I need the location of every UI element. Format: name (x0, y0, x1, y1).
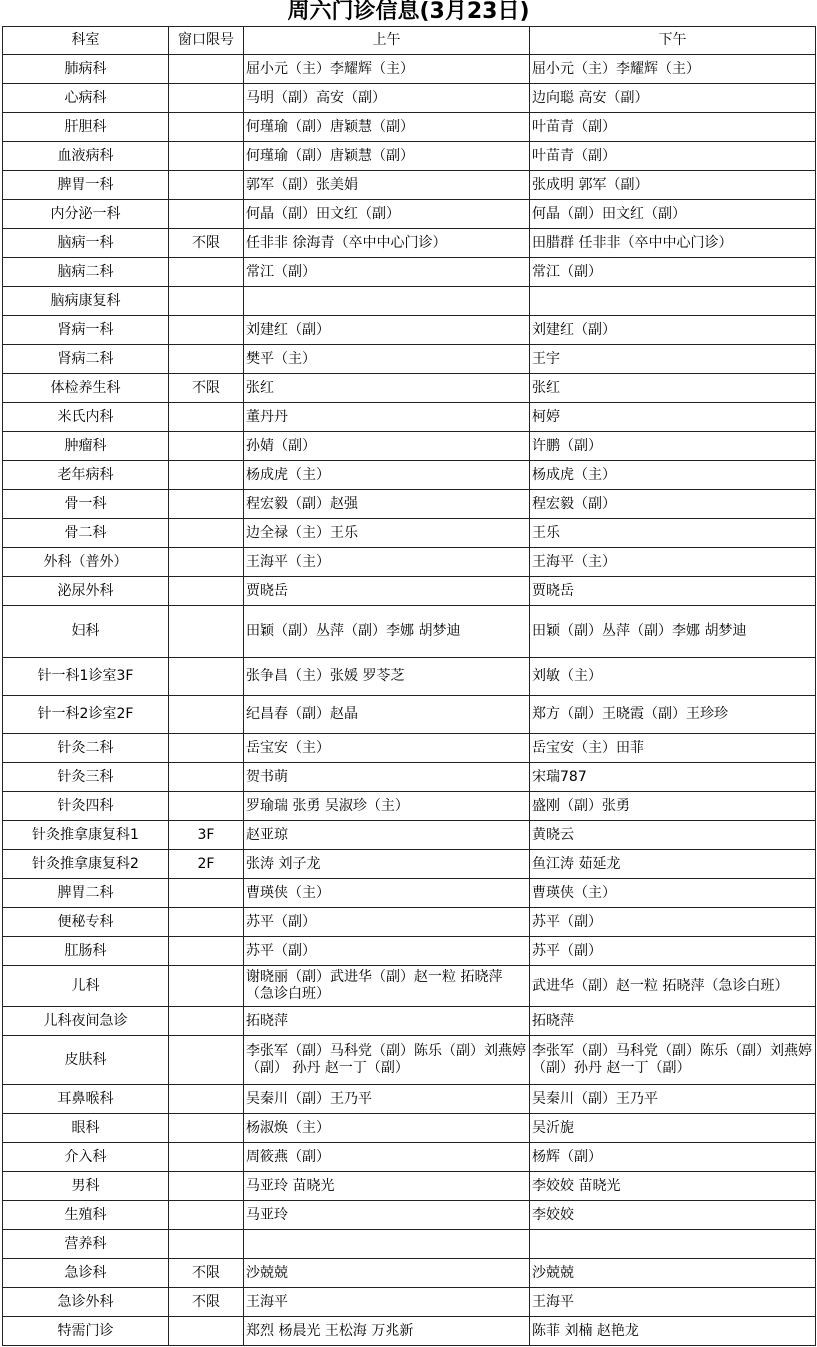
afternoon-cell: 郑方（副）王晓霞（副）王珍珍 (530, 696, 816, 734)
department-cell: 肝胆科 (3, 113, 169, 142)
table-row (3, 142, 816, 171)
window-limit-cell: 不限 (169, 1259, 244, 1288)
morning-cell: 马亚玲 (244, 1201, 530, 1230)
afternoon-cell: 苏平（副） (530, 937, 816, 966)
morning-cell: 贾晓岳 (244, 577, 530, 606)
afternoon-cell: 拓晓萍 (530, 1007, 816, 1036)
afternoon-cell: 鱼江涛 茹延龙 (530, 850, 816, 879)
table-row (3, 171, 816, 200)
table-row (3, 1230, 816, 1259)
morning-cell: 张涛 刘子龙 (244, 850, 530, 879)
department-cell: 便秘专科 (3, 908, 169, 937)
morning-cell: 马明（副）高安（副） (244, 84, 530, 113)
morning-cell: 纪昌春（副）赵晶 (244, 696, 530, 734)
table-row (3, 908, 816, 937)
department-cell: 心病科 (3, 84, 169, 113)
morning-cell: 罗瑜瑞 张勇 吴淑珍（主） (244, 792, 530, 821)
department-cell: 老年病科 (3, 461, 169, 490)
clinic-schedule-table (2, 26, 816, 1346)
table-row (3, 113, 816, 142)
table-row (3, 577, 816, 606)
morning-cell: 赵亚琼 (244, 821, 530, 850)
table-row (3, 55, 816, 84)
department-cell: 米氏内科 (3, 403, 169, 432)
window-limit-cell: 不限 (169, 229, 244, 258)
morning-cell: 董丹丹 (244, 403, 530, 432)
department-cell: 肾病二科 (3, 345, 169, 374)
header-row (3, 27, 816, 55)
department-cell: 急诊外科 (3, 1288, 169, 1317)
afternoon-cell: 沙兢兢 (530, 1259, 816, 1288)
department-cell: 营养科 (3, 1230, 169, 1259)
morning-cell: 杨淑焕（主） (244, 1114, 530, 1143)
morning-cell: 边全禄（主）王乐 (244, 519, 530, 548)
afternoon-cell: 刘敏（主） (530, 658, 816, 696)
department-cell: 脾胃一科 (3, 171, 169, 200)
department-cell: 肾病一科 (3, 316, 169, 345)
table-row (3, 696, 816, 734)
window-limit-cell (169, 658, 244, 696)
afternoon-cell: 边向聪 高安（副） (530, 84, 816, 113)
morning-cell: 孙婧（副） (244, 432, 530, 461)
morning-cell: 张红 (244, 374, 530, 403)
morning-cell: 谢晓丽（副）武进华（副）赵一粒 拓晓萍（急诊白班） (244, 966, 530, 1007)
table-row (3, 200, 816, 229)
afternoon-cell: 李张军（副）马科党（副）陈乐（副）刘燕婷（副）孙丹 赵一丁（副） (530, 1036, 816, 1085)
department-cell: 内分泌一科 (3, 200, 169, 229)
department-cell: 眼科 (3, 1114, 169, 1143)
department-cell: 针灸二科 (3, 734, 169, 763)
table-row (3, 345, 816, 374)
window-limit-cell (169, 1172, 244, 1201)
morning-cell: 刘建红（副） (244, 316, 530, 345)
afternoon-cell: 何晶（副）田文红（副） (530, 200, 816, 229)
afternoon-cell: 吴秦川（副）王乃平 (530, 1085, 816, 1114)
table-row (3, 1317, 816, 1346)
table-row (3, 966, 816, 1007)
table-row (3, 1143, 816, 1172)
afternoon-cell: 贾晓岳 (530, 577, 816, 606)
window-limit-cell (169, 792, 244, 821)
department-cell: 体检养生科 (3, 374, 169, 403)
afternoon-cell: 王海平 (530, 1288, 816, 1317)
table-row (3, 1259, 816, 1288)
afternoon-cell: 王乐 (530, 519, 816, 548)
department-cell: 介入科 (3, 1143, 169, 1172)
table-row (3, 1036, 816, 1085)
morning-cell: 曹瑛侠（主） (244, 879, 530, 908)
morning-cell: 苏平（副） (244, 908, 530, 937)
table-row (3, 316, 816, 345)
department-cell: 生殖科 (3, 1201, 169, 1230)
window-limit-cell (169, 287, 244, 316)
department-cell: 外科（普外） (3, 548, 169, 577)
window-limit-cell: 不限 (169, 1288, 244, 1317)
department-cell: 肛肠科 (3, 937, 169, 966)
morning-cell: 何晶（副）田文红（副） (244, 200, 530, 229)
table-row (3, 490, 816, 519)
table-row (3, 1172, 816, 1201)
department-cell: 儿科夜间急诊 (3, 1007, 169, 1036)
window-limit-cell (169, 258, 244, 287)
morning-cell: 郭军（副）张美娟 (244, 171, 530, 200)
morning-cell: 岳宝安（主） (244, 734, 530, 763)
department-cell: 特需门诊 (3, 1317, 169, 1346)
window-limit-cell (169, 763, 244, 792)
morning-cell: 屈小元（主）李耀辉（主） (244, 55, 530, 84)
window-limit-cell (169, 113, 244, 142)
window-limit-cell (169, 1201, 244, 1230)
afternoon-cell: 张红 (530, 374, 816, 403)
afternoon-cell: 刘建红（副） (530, 316, 816, 345)
afternoon-cell: 王海平（主） (530, 548, 816, 577)
department-cell: 男科 (3, 1172, 169, 1201)
afternoon-cell: 黄晓云 (530, 821, 816, 850)
afternoon-cell: 叶苗青（副） (530, 142, 816, 171)
afternoon-cell: 常江（副） (530, 258, 816, 287)
table-row (3, 461, 816, 490)
window-limit-cell (169, 734, 244, 763)
department-cell: 脑病一科 (3, 229, 169, 258)
afternoon-cell (530, 1230, 816, 1259)
afternoon-cell: 杨辉（副） (530, 1143, 816, 1172)
window-limit-cell (169, 548, 244, 577)
window-limit-cell (169, 1114, 244, 1143)
window-limit-cell: 2F (169, 850, 244, 879)
department-cell: 妇科 (3, 606, 169, 658)
window-limit-cell (169, 879, 244, 908)
window-limit-cell (169, 606, 244, 658)
table-row (3, 879, 816, 908)
table-row (3, 403, 816, 432)
afternoon-cell: 王宇 (530, 345, 816, 374)
morning-cell: 马亚玲 苗晓光 (244, 1172, 530, 1201)
department-cell: 针一科1诊室3F (3, 658, 169, 696)
afternoon-cell: 叶苗青（副） (530, 113, 816, 142)
afternoon-cell: 苏平（副） (530, 908, 816, 937)
table-row (3, 606, 816, 658)
afternoon-cell: 陈菲 刘楠 赵艳龙 (530, 1317, 816, 1346)
table-row (3, 287, 816, 316)
morning-cell: 李张军（副）马科党（副）陈乐（副）刘燕婷（副） 孙丹 赵一丁（副） (244, 1036, 530, 1085)
table-row (3, 258, 816, 287)
morning-cell: 苏平（副） (244, 937, 530, 966)
afternoon-cell: 田腊群 任非非（卒中中心门诊） (530, 229, 816, 258)
table-row (3, 432, 816, 461)
table-row (3, 734, 816, 763)
table-row (3, 792, 816, 821)
window-limit-cell (169, 577, 244, 606)
header-window-limit: 窗口限号 (169, 27, 244, 55)
window-limit-cell (169, 966, 244, 1007)
table-row (3, 821, 816, 850)
department-cell: 针灸推拿康复科1 (3, 821, 169, 850)
afternoon-cell: 张成明 郭军（副） (530, 171, 816, 200)
afternoon-cell: 李姣姣 (530, 1201, 816, 1230)
morning-cell: 王海平（主） (244, 548, 530, 577)
window-limit-cell (169, 345, 244, 374)
window-limit-cell (169, 519, 244, 548)
afternoon-cell: 宋瑞787 (530, 763, 816, 792)
table-row (3, 1114, 816, 1143)
window-limit-cell (169, 1085, 244, 1114)
window-limit-cell: 不限 (169, 374, 244, 403)
afternoon-cell: 屈小元（主）李耀辉（主） (530, 55, 816, 84)
morning-cell: 贺书萌 (244, 763, 530, 792)
window-limit-cell: 3F (169, 821, 244, 850)
table-row (3, 763, 816, 792)
department-cell: 脾胃二科 (3, 879, 169, 908)
window-limit-cell (169, 1230, 244, 1259)
department-cell: 肿瘤科 (3, 432, 169, 461)
afternoon-cell: 李姣姣 苗晓光 (530, 1172, 816, 1201)
table-row (3, 850, 816, 879)
afternoon-cell: 盛刚（副）张勇 (530, 792, 816, 821)
morning-cell: 周筱燕（副） (244, 1143, 530, 1172)
window-limit-cell (169, 142, 244, 171)
department-cell: 脑病康复科 (3, 287, 169, 316)
window-limit-cell (169, 432, 244, 461)
afternoon-cell: 曹瑛侠（主） (530, 879, 816, 908)
table-row (3, 1201, 816, 1230)
department-cell: 骨二科 (3, 519, 169, 548)
department-cell: 肺病科 (3, 55, 169, 84)
afternoon-cell (530, 287, 816, 316)
window-limit-cell (169, 1007, 244, 1036)
department-cell: 血液病科 (3, 142, 169, 171)
table-row (3, 1085, 816, 1114)
page-title: 周六门诊信息(3月23日) (287, 0, 530, 24)
morning-cell: 常江（副） (244, 258, 530, 287)
table-row (3, 229, 816, 258)
table-row (3, 1007, 816, 1036)
table-row (3, 374, 816, 403)
table-row (3, 937, 816, 966)
department-cell: 针灸四科 (3, 792, 169, 821)
morning-cell: 何瑾瑜（副）唐颖慧（副） (244, 142, 530, 171)
morning-cell: 王海平 (244, 1288, 530, 1317)
department-cell: 儿科 (3, 966, 169, 1007)
afternoon-cell: 杨成虎（主） (530, 461, 816, 490)
afternoon-cell: 许鹏（副） (530, 432, 816, 461)
window-limit-cell (169, 84, 244, 113)
department-cell: 针灸推拿康复科2 (3, 850, 169, 879)
window-limit-cell (169, 1036, 244, 1085)
window-limit-cell (169, 937, 244, 966)
morning-cell: 任非非 徐海青（卒中中心门诊） (244, 229, 530, 258)
window-limit-cell (169, 490, 244, 519)
morning-cell: 杨成虎（主） (244, 461, 530, 490)
afternoon-cell: 田颖（副）丛萍（副）李娜 胡梦迪 (530, 606, 816, 658)
window-limit-cell (169, 55, 244, 84)
afternoon-cell: 武进华（副）赵一粒 拓晓萍（急诊白班） (530, 966, 816, 1007)
afternoon-cell: 吴沂旎 (530, 1114, 816, 1143)
morning-cell: 樊平（主） (244, 345, 530, 374)
table-row (3, 84, 816, 113)
window-limit-cell (169, 171, 244, 200)
window-limit-cell (169, 696, 244, 734)
window-limit-cell (169, 316, 244, 345)
morning-cell: 程宏毅（副）赵强 (244, 490, 530, 519)
afternoon-cell: 柯婷 (530, 403, 816, 432)
table-row (3, 1288, 816, 1317)
header-department: 科室 (3, 27, 169, 55)
morning-cell (244, 1230, 530, 1259)
department-cell: 骨一科 (3, 490, 169, 519)
table-row (3, 519, 816, 548)
morning-cell: 张争昌（主）张媛 罗苓芝 (244, 658, 530, 696)
header-morning: 上午 (244, 27, 530, 55)
afternoon-cell: 程宏毅（副） (530, 490, 816, 519)
window-limit-cell (169, 908, 244, 937)
department-cell: 针灸三科 (3, 763, 169, 792)
department-cell: 皮肤科 (3, 1036, 169, 1085)
header-afternoon: 下午 (530, 27, 816, 55)
department-cell: 耳鼻喉科 (3, 1085, 169, 1114)
morning-cell: 何瑾瑜（副）唐颖慧（副） (244, 113, 530, 142)
morning-cell: 田颖（副）丛萍（副）李娜 胡梦迪 (244, 606, 530, 658)
window-limit-cell (169, 200, 244, 229)
morning-cell: 郑烈 杨晨光 王松海 万兆新 (244, 1317, 530, 1346)
morning-cell (244, 287, 530, 316)
table-row (3, 658, 816, 696)
window-limit-cell (169, 461, 244, 490)
morning-cell: 吴秦川（副）王乃平 (244, 1085, 530, 1114)
department-cell: 脑病二科 (3, 258, 169, 287)
window-limit-cell (169, 403, 244, 432)
window-limit-cell (169, 1143, 244, 1172)
morning-cell: 沙兢兢 (244, 1259, 530, 1288)
department-cell: 针一科2诊室2F (3, 696, 169, 734)
table-row (3, 548, 816, 577)
morning-cell: 拓晓萍 (244, 1007, 530, 1036)
window-limit-cell (169, 1317, 244, 1346)
department-cell: 泌尿外科 (3, 577, 169, 606)
afternoon-cell: 岳宝安（主）田菲 (530, 734, 816, 763)
department-cell: 急诊科 (3, 1259, 169, 1288)
